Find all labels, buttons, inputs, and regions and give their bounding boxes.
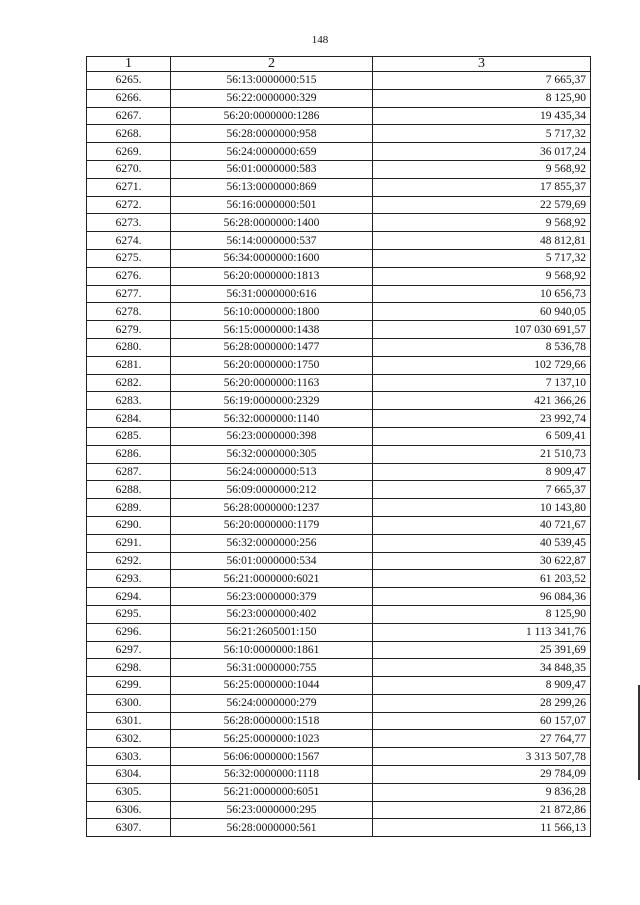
amount-value: 102 729,66	[373, 356, 591, 374]
row-number: 6295.	[87, 605, 171, 623]
amount-value: 9 568,92	[373, 160, 591, 178]
amount-value: 11 566,13	[373, 819, 591, 837]
row-number: 6267.	[87, 107, 171, 125]
row-number: 6305.	[87, 783, 171, 801]
cadastral-number: 56:23:0000000:402	[171, 605, 373, 623]
row-number: 6304.	[87, 766, 171, 784]
table-row	[87, 338, 591, 356]
cadastral-number: 56:15:0000000:1438	[171, 321, 373, 339]
amount-value: 60 157,07	[373, 712, 591, 730]
row-number: 6286.	[87, 445, 171, 463]
cadastral-number: 56:34:0000000:1600	[171, 249, 373, 267]
amount-value: 22 579,69	[373, 196, 591, 214]
row-number: 6270.	[87, 160, 171, 178]
row-number: 6291.	[87, 534, 171, 552]
table-row	[87, 659, 591, 677]
table-row	[87, 445, 591, 463]
table-row	[87, 481, 591, 499]
cadastral-number: 56:28:0000000:1477	[171, 338, 373, 356]
cadastral-number: 56:28:0000000:1518	[171, 712, 373, 730]
row-number: 6279.	[87, 321, 171, 339]
amount-value: 5 717,32	[373, 125, 591, 143]
row-number: 6266.	[87, 89, 171, 107]
table-row	[87, 249, 591, 267]
table-row	[87, 196, 591, 214]
row-number: 6300.	[87, 694, 171, 712]
amount-value: 8 125,90	[373, 89, 591, 107]
amount-value: 40 539,45	[373, 534, 591, 552]
cadastral-number: 56:21:0000000:6051	[171, 783, 373, 801]
row-number: 6276.	[87, 267, 171, 285]
row-number: 6273.	[87, 214, 171, 232]
amount-value: 1 113 341,76	[373, 623, 591, 641]
amount-value: 36 017,24	[373, 143, 591, 161]
amount-value: 107 030 691,57	[373, 321, 591, 339]
cadastral-number: 56:28:0000000:1237	[171, 499, 373, 517]
row-number: 6269.	[87, 143, 171, 161]
registry-table	[86, 56, 591, 837]
table-row	[87, 321, 591, 339]
table-row	[87, 534, 591, 552]
row-number: 6271.	[87, 178, 171, 196]
amount-value: 27 764,77	[373, 730, 591, 748]
row-number: 6281.	[87, 356, 171, 374]
amount-value: 9 568,92	[373, 267, 591, 285]
amount-value: 10 656,73	[373, 285, 591, 303]
amount-value: 25 391,69	[373, 641, 591, 659]
table-row	[87, 160, 591, 178]
cadastral-number: 56:01:0000000:534	[171, 552, 373, 570]
cadastral-number: 56:19:0000000:2329	[171, 392, 373, 410]
amount-value: 48 812,81	[373, 232, 591, 250]
table-row	[87, 285, 591, 303]
amount-value: 9 568,92	[373, 214, 591, 232]
cadastral-number: 56:32:0000000:1140	[171, 410, 373, 428]
amount-value: 3 313 507,78	[373, 748, 591, 766]
table-row	[87, 694, 591, 712]
table-row	[87, 570, 591, 588]
cadastral-number: 56:23:0000000:398	[171, 427, 373, 445]
cadastral-number: 56:14:0000000:537	[171, 232, 373, 250]
table-row	[87, 783, 591, 801]
table-header	[87, 57, 591, 72]
table-row	[87, 623, 591, 641]
cadastral-number: 56:24:0000000:513	[171, 463, 373, 481]
cadastral-number: 56:28:0000000:958	[171, 125, 373, 143]
cadastral-number: 56:28:0000000:1400	[171, 214, 373, 232]
row-number: 6289.	[87, 499, 171, 517]
table-row	[87, 178, 591, 196]
table-row	[87, 730, 591, 748]
table-row	[87, 356, 591, 374]
table-row	[87, 392, 591, 410]
row-number: 6282.	[87, 374, 171, 392]
amount-value: 34 848,35	[373, 659, 591, 677]
cadastral-number: 56:06:0000000:1567	[171, 748, 373, 766]
cadastral-number: 56:23:0000000:295	[171, 801, 373, 819]
amount-value: 96 084,36	[373, 588, 591, 606]
amount-value: 17 855,37	[373, 178, 591, 196]
cadastral-number: 56:20:0000000:1179	[171, 516, 373, 534]
cadastral-number: 56:13:0000000:515	[171, 72, 373, 90]
row-number: 6277.	[87, 285, 171, 303]
table-row	[87, 801, 591, 819]
amount-value: 7 665,37	[373, 72, 591, 90]
row-number: 6301.	[87, 712, 171, 730]
cadastral-number: 56:20:0000000:1163	[171, 374, 373, 392]
cadastral-number: 56:31:0000000:755	[171, 659, 373, 677]
cadastral-number: 56:28:0000000:561	[171, 819, 373, 837]
cadastral-number: 56:24:0000000:659	[171, 143, 373, 161]
table-row	[87, 605, 591, 623]
cadastral-number: 56:13:0000000:869	[171, 178, 373, 196]
row-number: 6298.	[87, 659, 171, 677]
table-row	[87, 463, 591, 481]
row-number: 6296.	[87, 623, 171, 641]
table-row	[87, 516, 591, 534]
header-col-2: 2	[171, 57, 373, 72]
row-number: 6285.	[87, 427, 171, 445]
amount-value: 8 909,47	[373, 677, 591, 695]
amount-value: 21 872,86	[373, 801, 591, 819]
cadastral-number: 56:32:0000000:1118	[171, 766, 373, 784]
row-number: 6265.	[87, 72, 171, 90]
cadastral-number: 56:20:0000000:1286	[171, 107, 373, 125]
table-row	[87, 107, 591, 125]
cadastral-number: 56:20:0000000:1750	[171, 356, 373, 374]
row-number: 6280.	[87, 338, 171, 356]
row-number: 6268.	[87, 125, 171, 143]
table-row	[87, 89, 591, 107]
amount-value: 8 536,78	[373, 338, 591, 356]
row-number: 6306.	[87, 801, 171, 819]
cadastral-number: 56:32:0000000:305	[171, 445, 373, 463]
table-row	[87, 499, 591, 517]
amount-value: 10 143,80	[373, 499, 591, 517]
cadastral-number: 56:22:0000000:329	[171, 89, 373, 107]
amount-value: 40 721,67	[373, 516, 591, 534]
table-row	[87, 552, 591, 570]
cadastral-number: 56:32:0000000:256	[171, 534, 373, 552]
cadastral-number: 56:20:0000000:1813	[171, 267, 373, 285]
amount-value: 29 784,09	[373, 766, 591, 784]
row-number: 6284.	[87, 410, 171, 428]
cadastral-number: 56:01:0000000:583	[171, 160, 373, 178]
amount-value: 7 665,37	[373, 481, 591, 499]
amount-value: 60 940,05	[373, 303, 591, 321]
header-col-3: 3	[373, 57, 591, 72]
row-number: 6292.	[87, 552, 171, 570]
row-number: 6297.	[87, 641, 171, 659]
table-row	[87, 410, 591, 428]
cadastral-number: 56:21:0000000:6021	[171, 570, 373, 588]
cadastral-number: 56:25:0000000:1044	[171, 677, 373, 695]
table-row	[87, 748, 591, 766]
table-row	[87, 214, 591, 232]
table-row	[87, 267, 591, 285]
header-col-1: 1	[87, 57, 171, 72]
amount-value: 421 366,26	[373, 392, 591, 410]
cadastral-number: 56:10:0000000:1861	[171, 641, 373, 659]
table-row	[87, 143, 591, 161]
table-row	[87, 588, 591, 606]
table-row	[87, 819, 591, 837]
cadastral-number: 56:09:0000000:212	[171, 481, 373, 499]
table-row	[87, 125, 591, 143]
row-number: 6283.	[87, 392, 171, 410]
amount-value: 8 909,47	[373, 463, 591, 481]
table-row	[87, 712, 591, 730]
page-number: 148	[311, 34, 329, 46]
amount-value: 6 509,41	[373, 427, 591, 445]
row-number: 6294.	[87, 588, 171, 606]
row-number: 6293.	[87, 570, 171, 588]
row-number: 6302.	[87, 730, 171, 748]
amount-value: 28 299,26	[373, 694, 591, 712]
cadastral-number: 56:23:0000000:379	[171, 588, 373, 606]
row-number: 6287.	[87, 463, 171, 481]
row-number: 6288.	[87, 481, 171, 499]
row-number: 6307.	[87, 819, 171, 837]
header-row	[87, 57, 591, 72]
cadastral-number: 56:25:0000000:1023	[171, 730, 373, 748]
cadastral-number: 56:31:0000000:616	[171, 285, 373, 303]
amount-value: 30 622,87	[373, 552, 591, 570]
table-row	[87, 427, 591, 445]
row-number: 6272.	[87, 196, 171, 214]
row-number: 6299.	[87, 677, 171, 695]
amount-value: 23 992,74	[373, 410, 591, 428]
row-number: 6274.	[87, 232, 171, 250]
cadastral-number: 56:16:0000000:501	[171, 196, 373, 214]
table-row	[87, 303, 591, 321]
cadastral-number: 56:24:0000000:279	[171, 694, 373, 712]
row-number: 6278.	[87, 303, 171, 321]
row-number: 6303.	[87, 748, 171, 766]
table-row	[87, 72, 591, 90]
amount-value: 7 137,10	[373, 374, 591, 392]
amount-value: 5 717,32	[373, 249, 591, 267]
table-row	[87, 677, 591, 695]
table-row	[87, 766, 591, 784]
amount-value: 21 510,73	[373, 445, 591, 463]
amount-value: 61 203,52	[373, 570, 591, 588]
amount-value: 9 836,28	[373, 783, 591, 801]
amount-value: 19 435,34	[373, 107, 591, 125]
table-body	[87, 72, 591, 837]
table-row	[87, 374, 591, 392]
table-row	[87, 641, 591, 659]
cadastral-number: 56:21:2605001:150	[171, 623, 373, 641]
row-number: 6290.	[87, 516, 171, 534]
table-row	[87, 232, 591, 250]
cadastral-number: 56:10:0000000:1800	[171, 303, 373, 321]
amount-value: 8 125,90	[373, 605, 591, 623]
row-number: 6275.	[87, 249, 171, 267]
